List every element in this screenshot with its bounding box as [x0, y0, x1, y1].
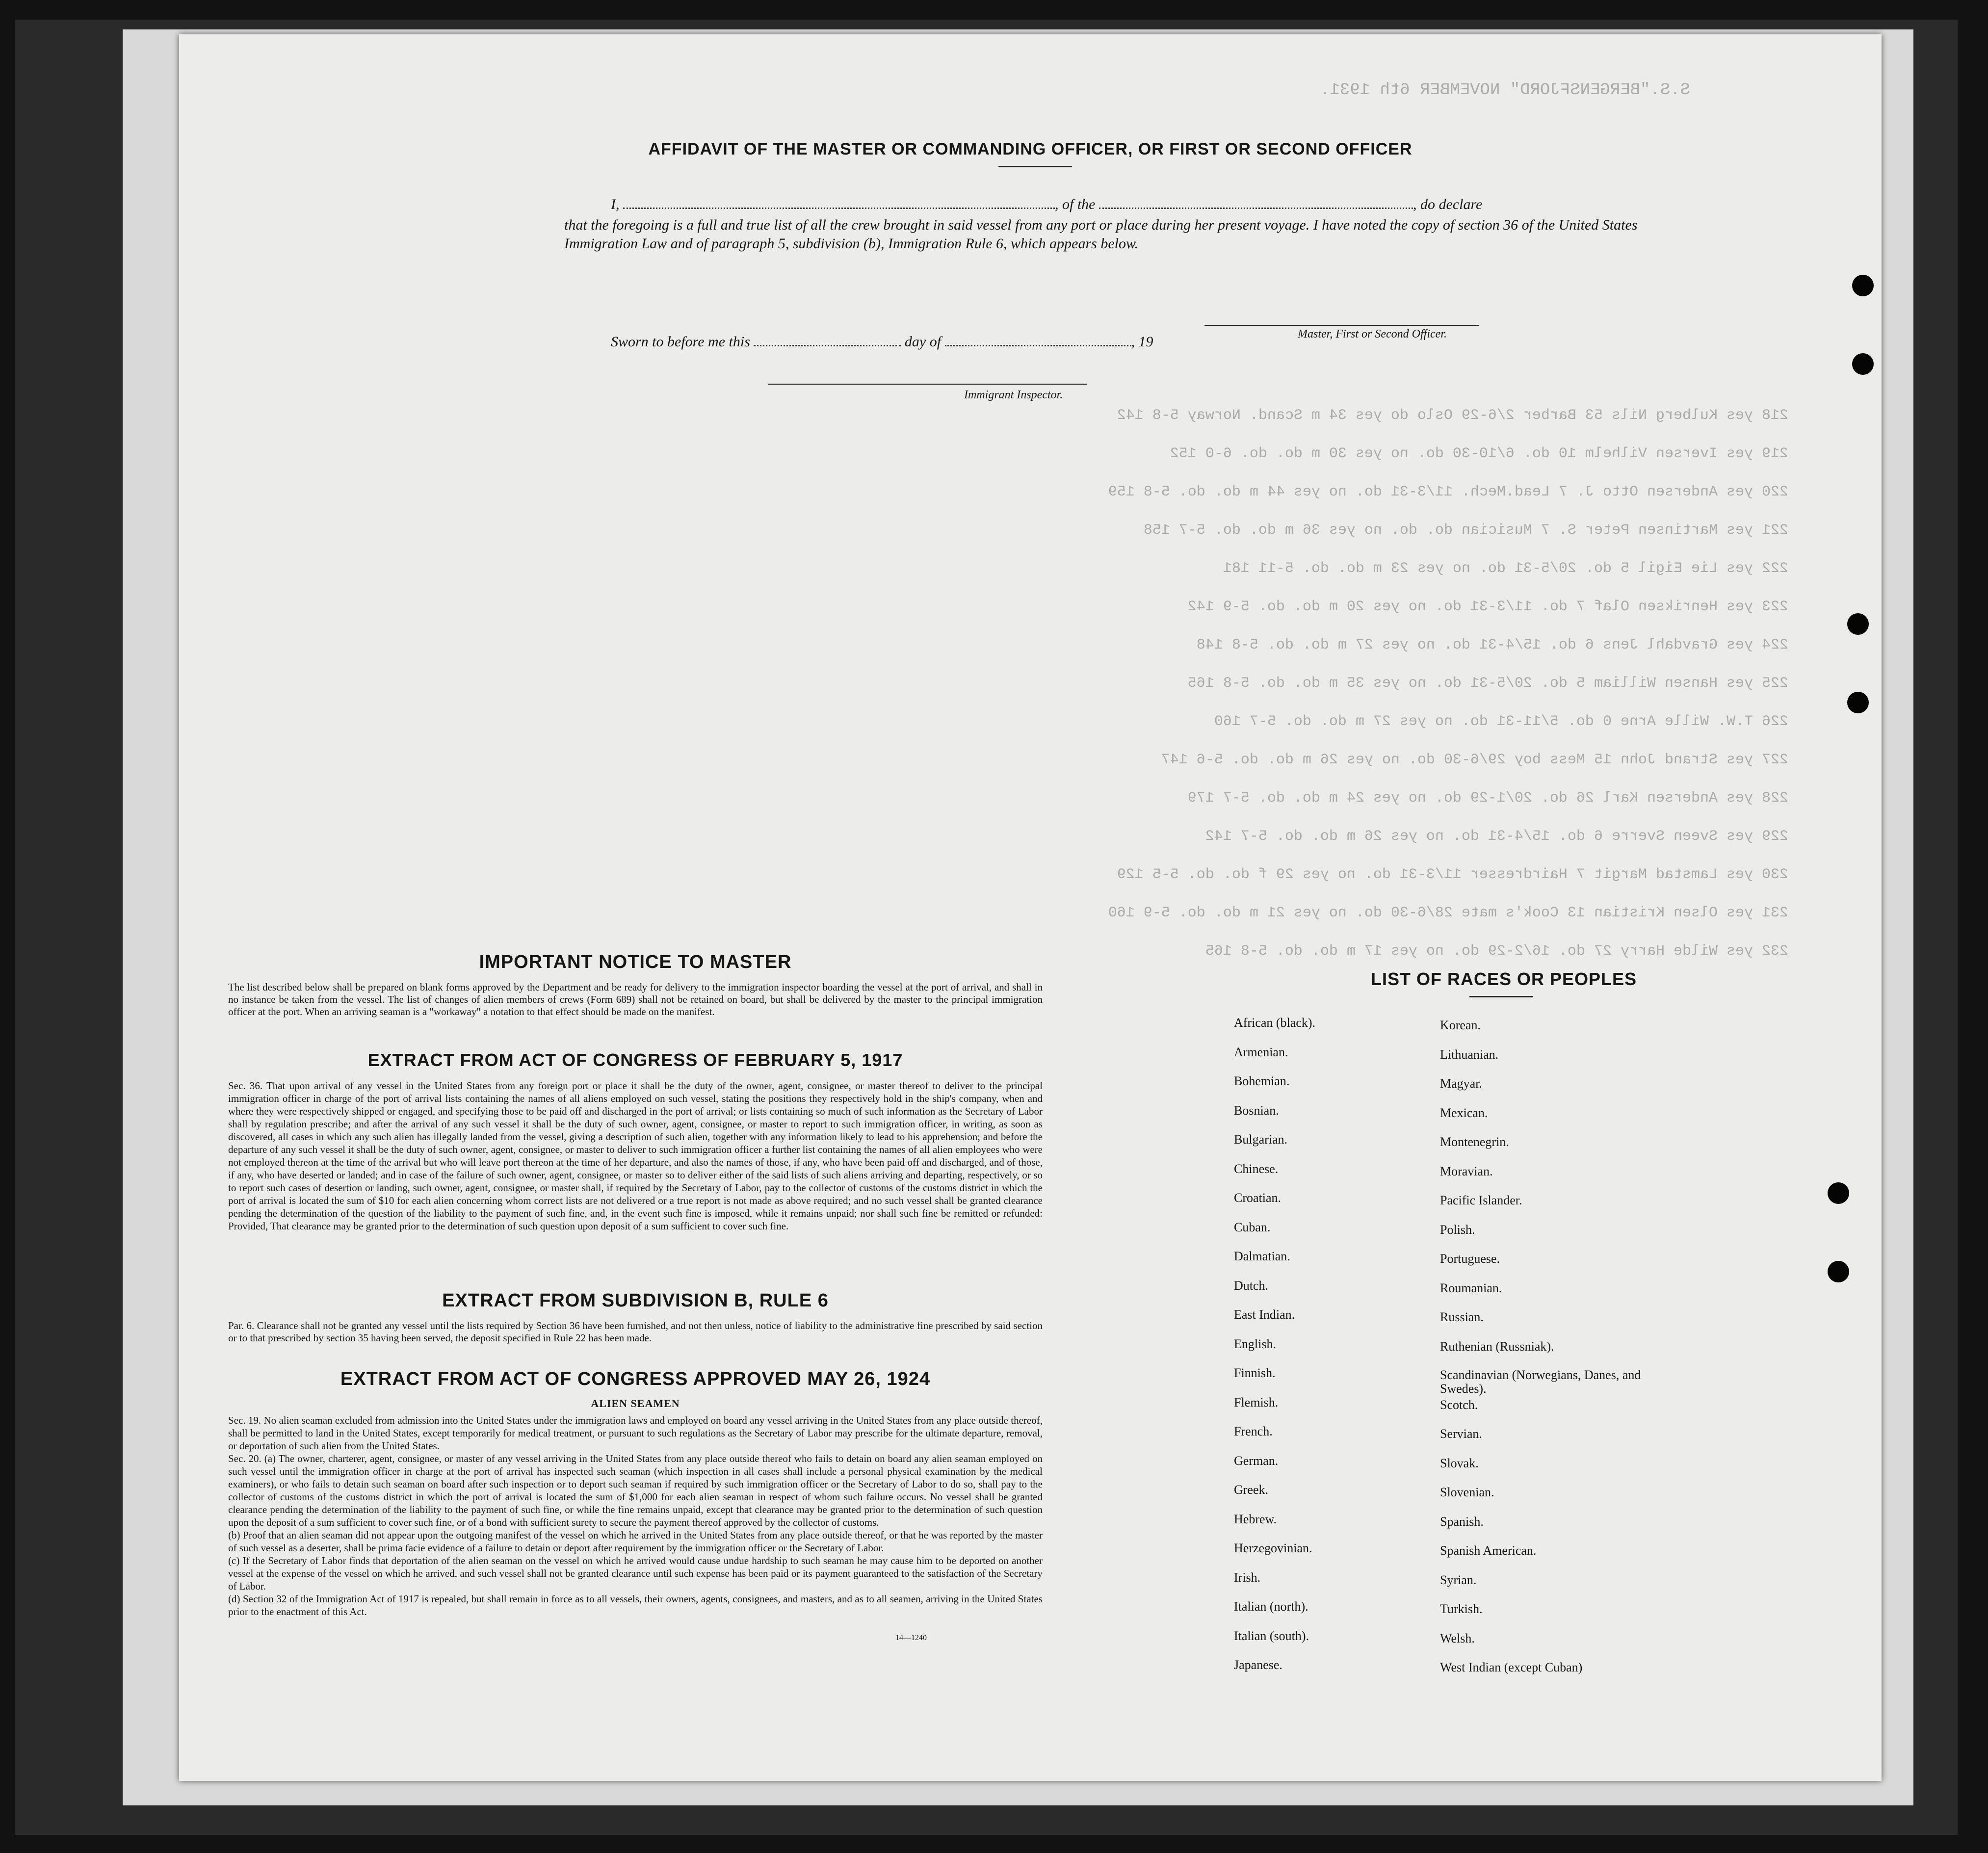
affidavit-title: AFFIDAVIT OF THE MASTER OR COMMANDING OFFICER, OR FIRST OR SECOND OFFICER: [648, 140, 1413, 158]
inspector-signature-line: [768, 384, 1087, 385]
races-title: LIST OF RACES OR PEOPLES: [1370, 969, 1637, 989]
race-item: Welsh.: [1440, 1631, 1475, 1645]
race-item: Polish.: [1440, 1222, 1475, 1237]
bleed-through-row: 224 yes Gravdahl Jens 6 do. 15/4-31 do. no yes 27 m do. do. 5-8 148: [1196, 637, 1788, 653]
race-item: Italian (south).: [1234, 1628, 1309, 1643]
race-item: Ruthenian (Russniak).: [1440, 1339, 1554, 1354]
bleed-through-row: 218 yes Kulberg Nils 53 Barber 2/6-29 Oslo do yes 34 m Scand. Norway 5-8 142: [1117, 407, 1788, 424]
extract-rule6-title: EXTRACT FROM SUBDIVISION B, RULE 6: [442, 1290, 829, 1311]
race-item: Italian (north).: [1234, 1599, 1308, 1614]
affidavit-line-1: [611, 196, 1705, 213]
manifest-page: [179, 34, 1882, 1781]
sworn-line: [611, 334, 1249, 350]
punch-hole: [1847, 692, 1869, 713]
notice-body: The list described below shall be prepared on blank forms approved by the Department and be ready for delivery to the immigration inspector boarding the vessel at the port of arrival, and shall in no instance be taken from the vessel. The list of changes of alien members of crews (Form 689) shall not be retained on board, but shall be delivered by the master to the principal immigration officer at the port. When an arriving seaman is a "workaway" a notation to that effect should be made on the manifest.: [228, 981, 1043, 1018]
bleed-through-row: 225 yes Hansen William 5 do. 20/5-31 do. no yes 35 m do. do. 5-8 165: [1187, 675, 1788, 692]
punch-hole: [1852, 275, 1874, 296]
race-item: Chinese.: [1234, 1161, 1279, 1176]
race-item: Irish.: [1234, 1570, 1261, 1585]
race-item: Spanish American.: [1440, 1543, 1537, 1558]
extract-rule6-body: Par. 6. Clearance shall not be granted any vessel until the lists required by Section 36 have been furnished, and not then unless, notice of liability to the administrative fine prescribed by said section or to that prescribed by section 35 having been served, the deposit specified in Rule 22 has been made.: [228, 1320, 1043, 1344]
sec-20b: (b) Proof that an alien seaman did not appear upon the outgoing manifest of the vessel on which he arrived in the United States from any place outside thereof, or that he was reported by the master of such vessel as a deserter, shall be prima facie evidence of a failure to detain or deport after requirement by the immigration officer or the Secretary of Labor.: [228, 1529, 1043, 1554]
race-item: Russian.: [1440, 1310, 1484, 1324]
race-item: Pacific Islander.: [1440, 1193, 1522, 1207]
race-item: Moravian.: [1440, 1164, 1493, 1178]
race-item: Lithuanian.: [1440, 1047, 1499, 1062]
extract-1917-body: Sec. 36. That upon arrival of any vessel in the United States from any foreign port or place it shall be the duty of the owner, agent, consignee, or master thereof to deliver to the principal immigration officer in charge of the port of arrival lists containing the names of all aliens employed on such vessel, stating the positions they respectively hold in the ship's company, when and where they were respectively shipped or engaged, and specifying those to be paid off and discharged in the port of arrival; or lists containing so much of such information as the Secretary of Labor shall by regulation prescribe; and after the arrival of any such vessel it shall be the duty of such owner, agent, consignee, or master to report to such immigration officer, in writing, as soon as discovered, all cases in which any such alien has illegally landed from the vessel, giving a description of such alien, together with any information likely to lead to his apprehension; and before the departure of any such vessel it shall be the duty of such owner, agent, consignee, or master to deliver to such immigration officer a further list containing the names of all alien employees who were not employed thereon at the time of the arrival but who will leave port thereon at the time of her departure, and also the names of those, if any, who have been paid off and discharged, and of those, if any, who have deserted or landed; and in case of the failure of such owner, agent, consignee, or master so to deliver either of the said lists of such aliens arriving and departing, respectively, or so to report such cases of desertion or landing, such owner, agent, consignee, or master shall, if required by the Secretary of Labor, pay to the collector of customs of the customs district in which the port of arrival is located the sum of $10 for each alien concerning whom correct lists are not delivered or a true report is not made as above required; and no such vessel shall be granted clearance pending the determination of the question of the liability to the payment of such fine, and, in the event such fine is imposed, while it remains unpaid; nor shall such fine be remitted or refunded: Provided, That clearance may be granted prior to the determination of such question upon deposit of a sum sufficient to cover such fine.: [228, 1080, 1043, 1232]
race-item: Bohemian.: [1234, 1074, 1290, 1088]
races-title-rule: [1469, 996, 1533, 997]
bleed-through-row: 226 T.W. Wille Arne 0 do. 5/11-31 do. no yes 27 m do. do. 5-7 160: [1214, 713, 1788, 730]
sec-20d: (d) Section 32 of the Immigration Act of 1917 is repealed, but shall remain in force as to all vessels, their owners, agents, consignees, and masters, and as to all seamen, arriving in the United States prior to the enactment of this Act.: [228, 1593, 1043, 1618]
notice-title: IMPORTANT NOTICE TO MASTER: [479, 952, 792, 972]
race-item: East Indian.: [1234, 1307, 1295, 1322]
race-item: Herzegovinian.: [1234, 1541, 1312, 1555]
race-item: Finnish.: [1234, 1366, 1276, 1380]
race-item: German.: [1234, 1453, 1279, 1468]
race-item: Slovenian.: [1440, 1485, 1494, 1499]
sworn-day-label: day of: [904, 334, 942, 350]
race-item: Bosnian.: [1234, 1103, 1279, 1118]
race-item: Mexican.: [1440, 1105, 1488, 1120]
race-item: Hebrew.: [1234, 1512, 1277, 1526]
bleed-through-row: 222 yes Lie Eigil 5 do. 20/5-31 do. no yes 23 m do. do. 5-11 181: [1223, 560, 1788, 577]
race-item: Syrian.: [1440, 1572, 1477, 1587]
affidavit-title-rule: [998, 166, 1072, 167]
affidavit-declare: , do declare: [1413, 196, 1483, 212]
race-item: Turkish.: [1440, 1602, 1483, 1616]
bleed-through-row: 220 yes Andersen Otto J. 7 Lead.Mech. 11/3-31 do. no yes 44 m do. do. 5-8 159: [1108, 484, 1788, 500]
bleed-through-row: 228 yes Andersen Karl 26 do. 20/1-29 do. no yes 24 m do. do. 5-7 179: [1187, 790, 1788, 807]
sworn-prefix: Sworn to before me this: [611, 334, 750, 350]
race-item: Spanish.: [1440, 1514, 1484, 1529]
race-item: Scotch.: [1440, 1397, 1478, 1412]
race-item: Korean.: [1440, 1018, 1481, 1032]
race-item: Scandinavian (Norwegians, Danes, and Swedes).: [1440, 1368, 1641, 1396]
race-item: Bulgarian.: [1234, 1132, 1288, 1147]
vessel-blank[interactable]: [1099, 198, 1413, 209]
punch-hole: [1828, 1261, 1849, 1282]
race-item: Roumanian.: [1440, 1280, 1502, 1295]
affidavit-body: that the foregoing is a full and true list of all the crew brought in said vessel from any port or place during her present voyage. I have noted the copy of section 36 of the United States Immigration Law and of paragraph 5, subdivision (b), Immigration Rule 6, which appears below.: [564, 217, 1638, 252]
race-item: Montenegrin.: [1440, 1135, 1509, 1149]
extract-1924-subtitle: ALIEN SEAMEN: [591, 1397, 680, 1409]
inspector-caption: Immigrant Inspector.: [964, 389, 1063, 401]
race-item: Flemish.: [1234, 1395, 1279, 1409]
sworn-month-blank[interactable]: [945, 335, 1131, 346]
extract-1924-body: [228, 1414, 1043, 1618]
bleed-through-row: 232 yes Wilde Harry 27 do. 16/2-29 do. no yes 17 m do. do. 5-8 165: [1205, 943, 1788, 960]
race-item: Greek.: [1234, 1483, 1269, 1497]
race-item: Portuguese.: [1440, 1252, 1500, 1266]
bleed-through-row: 219 yes Iversen Vilhelm 10 do. 6/10-30 do. no yes 30 m do. do. 6-0 152: [1170, 445, 1788, 462]
bleed-through-row: 231 yes Olsen Kristian 13 Cook's mate 28/6-30 do. no yes 21 m do. do. 5-9 160: [1108, 905, 1788, 921]
bleed-through-row: 223 yes Henriksen Olaf 7 do. 11/3-31 do. no yes 20 m do. do. 5-9 142: [1187, 599, 1788, 615]
race-item: Armenian.: [1234, 1044, 1288, 1059]
bleed-through-header: S.S."BERGENSFJORD" NOVEMBER 6th 1931.: [1320, 81, 1690, 100]
extract-1924-title: EXTRACT FROM ACT OF CONGRESS APPROVED MAY 26, 1924: [340, 1369, 931, 1389]
race-item: Slovak.: [1440, 1456, 1479, 1470]
extract-1917-title: EXTRACT FROM ACT OF CONGRESS OF FEBRUARY 5, 1917: [367, 1050, 903, 1070]
name-blank[interactable]: [623, 198, 1055, 209]
form-number: 14—1240: [895, 1634, 927, 1642]
race-item: Magyar.: [1440, 1076, 1482, 1091]
sec-20a: Sec. 20. (a) The owner, charterer, agent, consignee, or master of any vessel arriving in the United States from any place outside thereof who fails to detain on board any alien seaman employed on such vessel until the immigration officer in charge at the port of arrival has inspected such seaman (which inspection in all cases shall include a personal physical examination by the medical examiners), or who fails to detain such seaman on board after such inspection or to deport such seaman if required by such immigration officer or the Secretary of Labor to do so, shall pay to the collector of customs of the customs district in which the port of arrival is located the sum of $1,000 for each alien seaman in respect of whom such failure occurs. No vessel shall be granted clearance pending the determination of the liability to the payment of such fine, or while the fine remains unpaid, except that clearance may be granted prior to the determination of such question upon the deposit of a sum sufficient to cover such fine, or of a bond with sufficient surety to secure the payment thereof approved by the collector of customs.: [228, 1453, 1043, 1528]
sworn-year-label: , 19: [1131, 334, 1153, 350]
race-item: French.: [1234, 1424, 1273, 1438]
bleed-through-row: 229 yes Sveen Sverre 6 do. 15/4-31 do. no yes 26 m do. do. 5-7 142: [1205, 828, 1788, 845]
punch-hole: [1828, 1182, 1849, 1204]
race-item: Cuban.: [1234, 1220, 1271, 1234]
bleed-through-row: 221 yes Martinsen Peter S. 7 Musician do. do. no yes 36 m do. do. 5-7 158: [1143, 522, 1788, 539]
punch-hole: [1852, 353, 1874, 375]
bleed-through-row: 230 yes Lamstad Margit 7 Hairdresser 11/3-31 do. no yes 29 f do. do. 5-5 129: [1117, 866, 1788, 883]
sec-19: Sec. 19. No alien seaman excluded from admission into the United States under the immigration laws and employed on board any vessel arriving in the United States from any place outside thereof, shall be permitted to land in the United States, except temporarily for medical treatment, or pursuant to such regulations as the Secretary of Labor may prescribe for the ultimate departure, removal, or deportation of such alien from the United States.: [228, 1414, 1043, 1452]
race-item: Japanese.: [1234, 1658, 1282, 1672]
race-item: African (black).: [1234, 1016, 1316, 1030]
master-signature-line: [1204, 325, 1479, 326]
sec-20c: (c) If the Secretary of Labor finds that deportation of the alien seaman on the vessel on which he arrived would cause undue hardship to such seaman he may cause him to be deported on another vessel at the expense of the vessel on which he arrived, and such vessel shall not be granted clearance until such expense has been paid or its payment guaranteed to the satisfaction of the Secretary of Labor.: [228, 1555, 1043, 1592]
sworn-day-blank[interactable]: [754, 335, 901, 346]
master-caption: Master, First or Second Officer.: [1298, 328, 1447, 340]
affidavit-i: I,: [611, 196, 620, 212]
race-item: Croatian.: [1234, 1191, 1282, 1205]
race-item: West Indian (except Cuban): [1440, 1660, 1583, 1674]
race-item: Dutch.: [1234, 1278, 1269, 1293]
race-item: English.: [1234, 1336, 1276, 1351]
bleed-through-row: 227 yes Strand John 15 Mess boy 29/6-30 do. no yes 26 m do. do. 5-6 147: [1161, 752, 1788, 768]
affidavit-of-the: , of the: [1055, 196, 1096, 212]
race-item: Dalmatian.: [1234, 1249, 1290, 1263]
punch-hole: [1847, 613, 1869, 635]
race-item: Servian.: [1440, 1427, 1482, 1441]
